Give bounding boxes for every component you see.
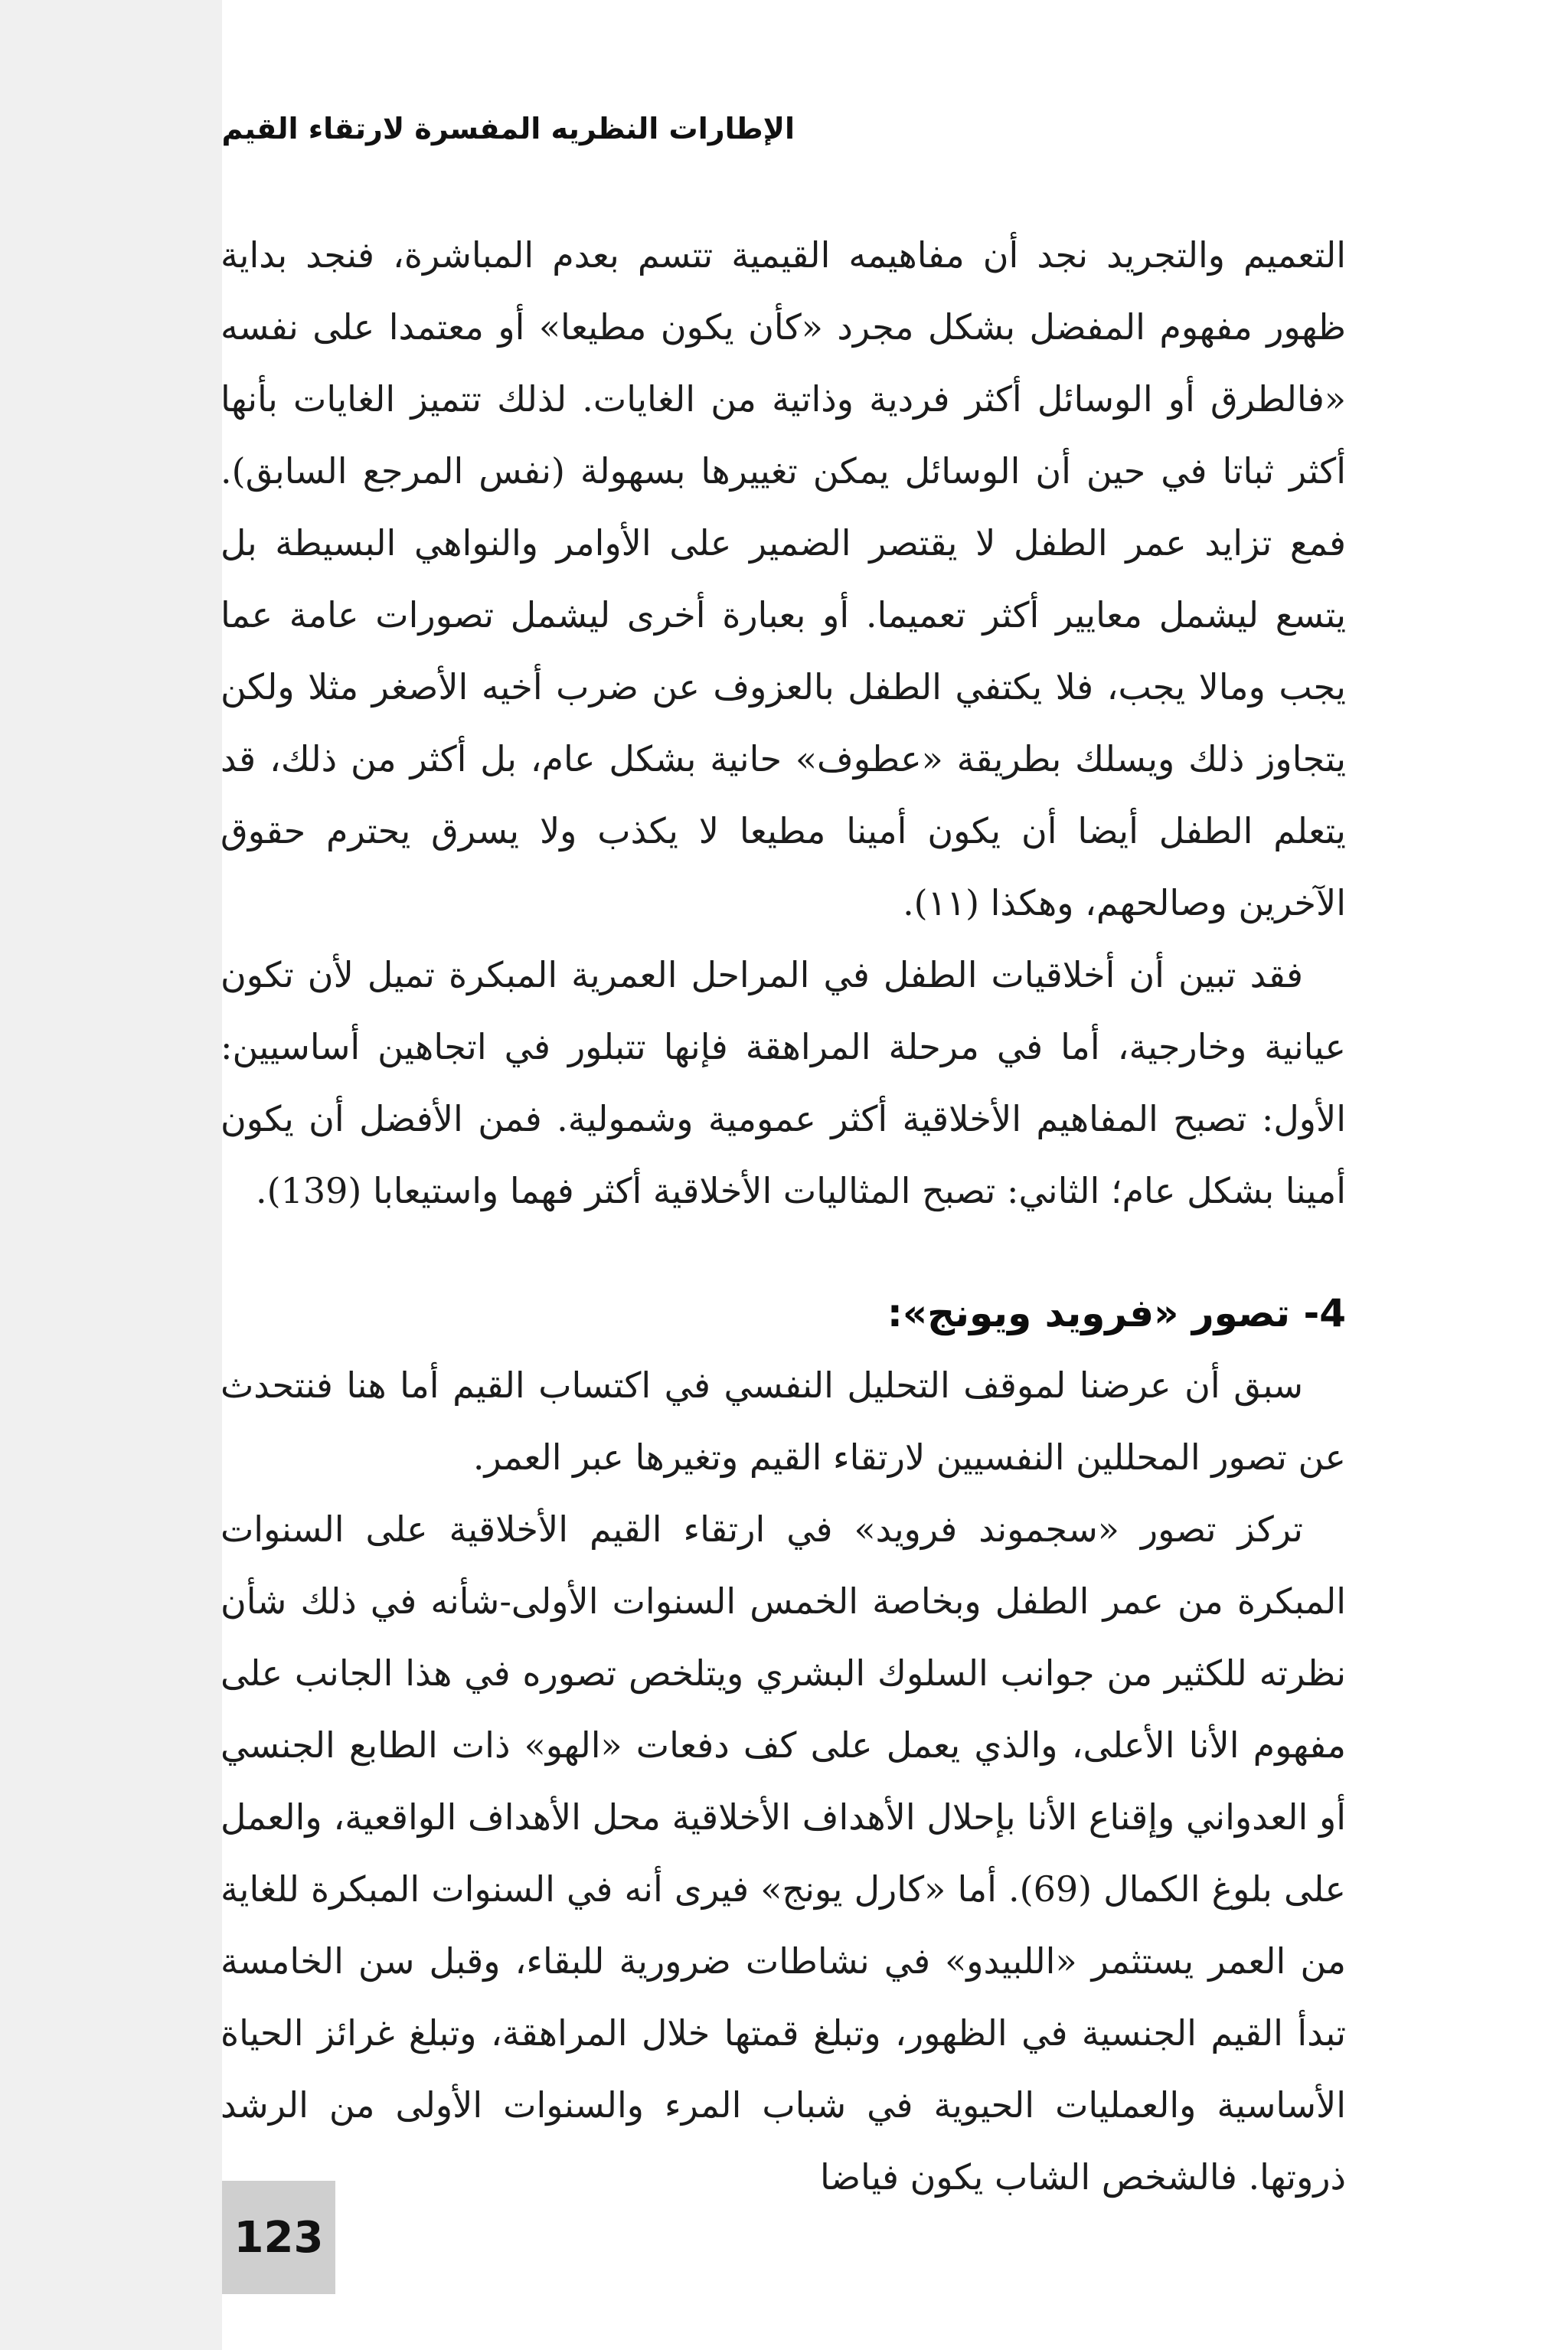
paragraph-1: التعميم والتجريد نجد أن مفاهيمه القيمية تتسم بعدم المباشرة، فنجد بداية ظهور مفهوم المفضل بشكل مجرد «كأن يكون مطيعا» أو معتمدا على نفسه «فالطرق أو الوسائل أكثر فردية وذاتية من الغايات. لذلك تتميز الغايات بأنها أكثر ثباتا في حين أن الوسائل يمكن تغييرها بسهولة (نفس المرجع السابق). فمع تزايد عمر الطفل لا يقتصر الضمير على الأوامر والنواهي البسيطة بل يتسع ليشمل معايير أكثر تعميما. أو بعبارة أخرى ليشمل تصورات عامة عما يجب ومالا يجب، فلا يكتفي الطفل بالعزوف عن ضرب أخيه الأصغر مثلا ولكن يتجاوز ذلك ويسلك بطريقة «عطوف» حانية بشكل عام، بل أكثر من ذلك، قد يتعلم الطفل أيضا أن يكون أمينا مطيعا لا يكذب ولا يسرق يحترم حقوق الآخرين وصالحهم، وهكذا (١١).: [220, 234, 1346, 923]
page-number-box: [222, 2181, 335, 2294]
body-text: [220, 219, 1346, 2213]
running-header: الإطارات النظريه المفسرة لارتقاء القيم: [221, 112, 795, 145]
paragraph-2: فقد تبين أن أخلاقيات الطفل في المراحل العمرية المبكرة تميل لأن تكون عيانية وخارجية، أما في مرحلة المراهقة فإنها تتبلور في اتجاهين أساسيين: الأول: تصبح المفاهيم الأخلاقية أكثر عمومية وشمولية. فمن الأفضل أن يكون أمينا بشكل عام؛ الثاني: تصبح المثاليات الأخلاقية أكثر فهما واستيعابا (139).: [220, 954, 1346, 1211]
page-edge-strip: [0, 0, 222, 2350]
section-heading: 4- تصور «فرويد ويونج»:: [887, 1291, 1346, 1335]
paragraph-4: تركز تصور «سجموند فرويد» في ارتقاء القيم الأخلاقية على السنوات المبكرة من عمر الطفل وبخاصة الخمس السنوات الأولى-شأنه في ذلك شأن نظرته للكثير من جوانب السلوك البشري ويتلخص تصوره في هذا الجانب على مفهوم الأنا الأعلى، والذي يعمل على كف دفعات «الهو» ذات الطابع الجنسي أو العدواني وإقناع الأنا بإحلال الأهداف الأخلاقية محل الأهداف الواقعية، والعمل على بلوغ الكمال (69). أما «كارل يونج» فيرى أنه في السنوات المبكرة للغاية من العمر يستثمر «اللبيدو» في نشاطات ضرورية للبقاء، وقبل سن الخامسة تبدأ القيم الجنسية في الظهور، وتبلغ قمتها خلال المراهقة، وتبلغ غرائز الحياة الأساسية والعمليات الحيوية في شباب المرء والسنوات الأولى من الرشد ذروتها. فالشخص الشاب يكون فياضا: [220, 1508, 1347, 2198]
page-number: 123: [234, 2212, 324, 2263]
paragraph-3: سبق أن عرضنا لموقف التحليل النفسي في اكتساب القيم أما هنا فنتحدث عن تصور المحللين النفسيين لارتقاء القيم وتغيرها عبر العمر.: [220, 1365, 1346, 1478]
